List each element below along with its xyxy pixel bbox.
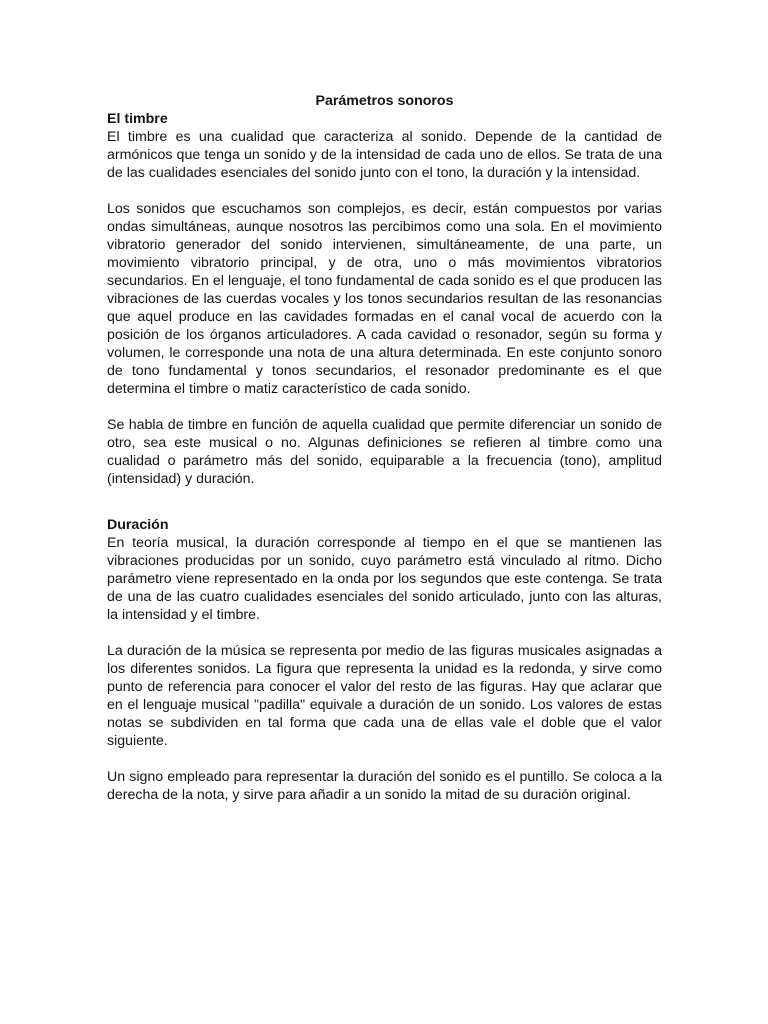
paragraph-duracion-1: En teoría musical, la duración corresponde al tiempo en el que se mantienen las vibraciones producidas por un sonido, cuyo parámetro está vinculado al ritmo. Dicho parámetro viene representado en la onda por los segundos que este contenga. Se trata de una de las cuatro cualidades esenciales del sonido articulado, junto con las alturas, la intensidad y el timbre. (107, 535, 662, 623)
paragraph-spacer (107, 624, 662, 642)
section-heading-timbre: El timbre (107, 111, 168, 127)
paragraph-spacer (107, 182, 662, 200)
paragraph-timbre-2: Los sonidos que escuchamos son complejos, es decir, están compuestos por varias ondas simultáneas, aunque nosotros las percibimos como una sola. En el movimiento vibratorio generador del sonido intervienen, simultáneamente, de una parte, un movimiento vibratorio principal, y de otra, uno o más movimientos vibratorios secundarios. En el lenguaje, el tono fundamental de cada sonido es el que producen las vibraciones de las cuerdas vocales y los tonos secundarios resultan de las resonancias que aquel produce en las cavidades formadas en el canal vocal de acuerdo con la posición de los órganos articuladores. A cada cavidad o resonador, según su forma y volumen, le corresponde una nota de una altura determinada. En este conjunto sonoro de tono fundamental y tonos secundarios, el resonador predominante es el que determina el timbre o matiz característico de cada sonido. (107, 201, 662, 397)
paragraph-timbre-1: El timbre es una cualidad que caracteriza al sonido. Depende de la cantidad de armónicos que tenga un sonido y de la intensidad de cada uno de ellos. Se trata de una de las cualidades esenciales del sonido junto con el tono, la duración y la intensidad. (107, 129, 662, 181)
paragraph-spacer (107, 750, 662, 768)
section-heading-duracion: Duración (107, 517, 169, 533)
paragraph-spacer (107, 398, 662, 416)
section-spacer (107, 488, 662, 516)
document-title: Parámetros sonoros (315, 93, 454, 109)
paragraph-timbre-3: Se habla de timbre en función de aquella cualidad que permite diferenciar un sonido de otro, sea este musical o no. Algunas definiciones se refieren al timbre como una cualidad o parámetro más del sonido, equiparable a la frecuencia (tono), amplitud (intensidad) y duración. (107, 417, 662, 487)
paragraph-duracion-3: Un signo empleado para representar la duración del sonido es el puntillo. Se coloca a la derecha de la nota, y sirve para añadir a un sonido la mitad de su duración original. (107, 769, 662, 803)
paragraph-duracion-2: La duración de la música se representa por medio de las figuras musicales asignadas a los diferentes sonidos. La figura que representa la unidad es la redonda, y sirve como punto de referencia para conocer el valor del resto de las figuras. Hay que aclarar que en el lenguaje musical "padilla" equivale a duración de un sonido. Los valores de estas notas se subdividen en tal forma que cada una de ellas vale el doble que el valor siguiente. (107, 643, 662, 749)
